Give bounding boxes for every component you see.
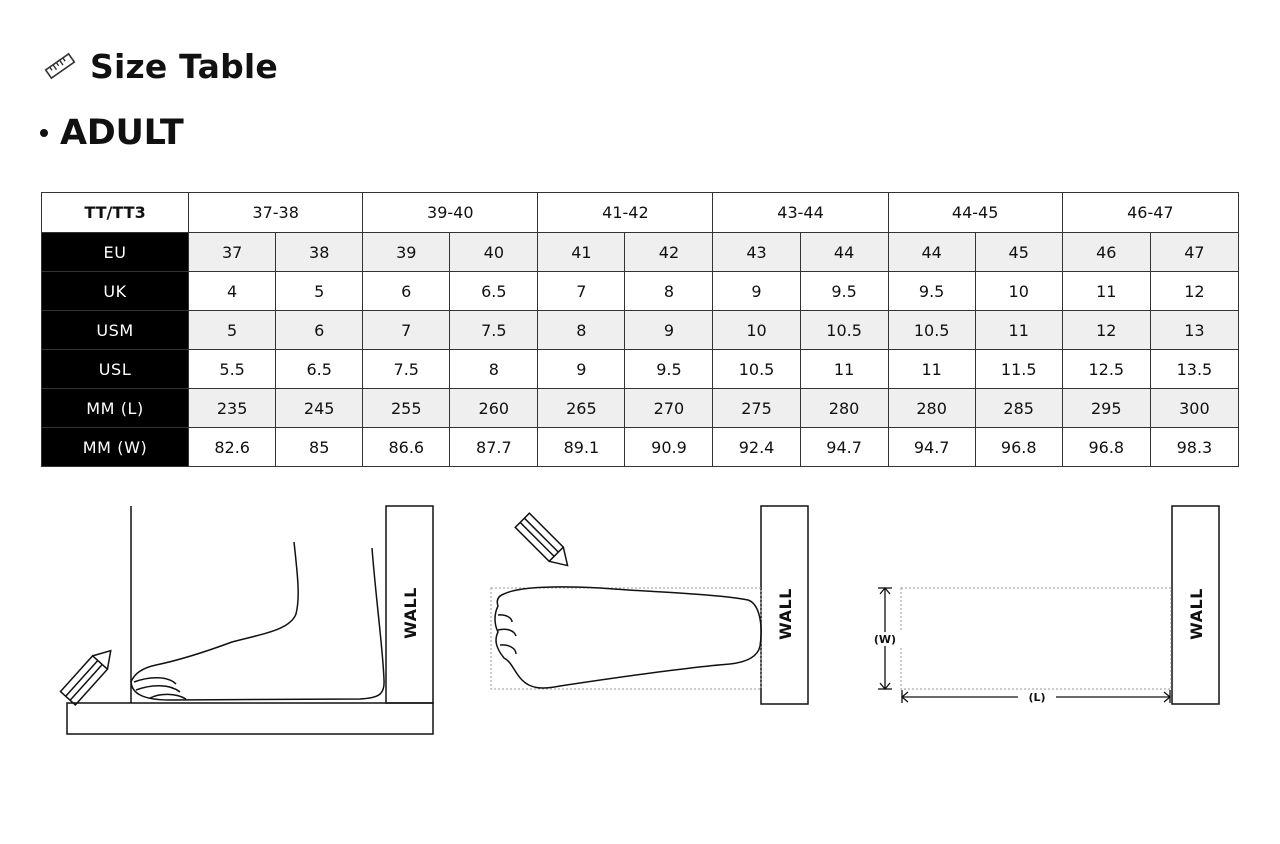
- size-group-header: 44-45: [888, 193, 1062, 233]
- pencil-icon: [60, 644, 118, 705]
- table-cell: 265: [538, 389, 625, 428]
- table-cell: 12.5: [1062, 350, 1150, 389]
- table-cell: 11.5: [975, 350, 1062, 389]
- table-cell: 13.5: [1150, 350, 1238, 389]
- pencil-icon: [515, 513, 574, 572]
- table-cell: 96.8: [975, 428, 1062, 467]
- table-cell: 37: [189, 233, 276, 272]
- floor-board: [67, 703, 433, 734]
- side-view-diagram: [60, 506, 433, 734]
- table-cell: 6: [363, 272, 450, 311]
- table-cell: 94.7: [800, 428, 888, 467]
- table-cell: 90.9: [625, 428, 713, 467]
- bullet-dot: [40, 129, 48, 137]
- table-cell: 45: [975, 233, 1062, 272]
- table-cell: 86.6: [363, 428, 450, 467]
- page-title-row: [44, 44, 278, 88]
- size-group-header: 37-38: [189, 193, 363, 233]
- row-label: MM (L): [42, 389, 189, 428]
- table-cell: 8: [450, 350, 538, 389]
- row-label: UK: [42, 272, 189, 311]
- foot-top-outline: [495, 587, 761, 688]
- table-cell: 13: [1150, 311, 1238, 350]
- table-cell: 10.5: [800, 311, 888, 350]
- table-cell: 10.5: [713, 350, 800, 389]
- length-label: (L): [1028, 691, 1046, 704]
- table-cell: 6.5: [450, 272, 538, 311]
- table-cell: 9.5: [625, 350, 713, 389]
- row-label: EU: [42, 233, 189, 272]
- measurement-diagrams: [0, 490, 1280, 760]
- table-corner-cell: TT/TT3: [42, 193, 189, 233]
- table-cell: 300: [1150, 389, 1238, 428]
- table-cell: 4: [189, 272, 276, 311]
- table-cell: 11: [1062, 272, 1150, 311]
- page-title: Size Table: [90, 46, 278, 86]
- size-group-header: 41-42: [538, 193, 713, 233]
- row-label: USM: [42, 311, 189, 350]
- foot-side-outline: [131, 542, 384, 700]
- table-cell: 255: [363, 389, 450, 428]
- table-row: [42, 389, 1239, 428]
- table-cell: 295: [1062, 389, 1150, 428]
- table-cell: 8: [538, 311, 625, 350]
- table-cell: 44: [800, 233, 888, 272]
- table-cell: 10.5: [888, 311, 975, 350]
- table-row: [42, 272, 1239, 311]
- table-cell: 10: [713, 311, 800, 350]
- table-row: [42, 311, 1239, 350]
- table-cell: 89.1: [538, 428, 625, 467]
- table-cell: 39: [363, 233, 450, 272]
- table-cell: 87.7: [450, 428, 538, 467]
- table-cell: 43: [713, 233, 800, 272]
- table-cell: 8: [625, 272, 713, 311]
- table-row: [42, 428, 1239, 467]
- table-cell: 94.7: [888, 428, 975, 467]
- table-cell: 260: [450, 389, 538, 428]
- table-cell: 275: [713, 389, 800, 428]
- size-group-header: 39-40: [363, 193, 538, 233]
- row-label: MM (W): [42, 428, 189, 467]
- size-group-header: 46-47: [1062, 193, 1238, 233]
- table-cell: 98.3: [1150, 428, 1238, 467]
- table-row: [42, 350, 1239, 389]
- ruler-icon: [44, 50, 76, 82]
- table-cell: 42: [625, 233, 713, 272]
- width-label: (W): [873, 633, 897, 646]
- table-cell: 5.5: [189, 350, 276, 389]
- table-row: [42, 233, 1239, 272]
- table-cell: 5: [189, 311, 276, 350]
- table-cell: 10: [975, 272, 1062, 311]
- table-cell: 82.6: [189, 428, 276, 467]
- table-cell: 7: [363, 311, 450, 350]
- table-cell: 12: [1062, 311, 1150, 350]
- table-cell: 11: [888, 350, 975, 389]
- top-view-diagram: [491, 506, 808, 704]
- table-cell: 9.5: [888, 272, 975, 311]
- table-cell: 38: [276, 233, 363, 272]
- size-group-header: 43-44: [713, 193, 888, 233]
- wall-label-2: WALL: [776, 588, 795, 640]
- table-cell: 7: [538, 272, 625, 311]
- dotted-bounding-box: [491, 588, 761, 689]
- wall-label-3: WALL: [1187, 588, 1206, 640]
- table-cell: 11: [975, 311, 1062, 350]
- table-cell: 6: [276, 311, 363, 350]
- row-label: USL: [42, 350, 189, 389]
- table-cell: 85: [276, 428, 363, 467]
- table-cell: 280: [800, 389, 888, 428]
- table-cell: 40: [450, 233, 538, 272]
- table-cell: 245: [276, 389, 363, 428]
- table-cell: 285: [975, 389, 1062, 428]
- table-cell: 9: [713, 272, 800, 311]
- table-cell: 12: [1150, 272, 1238, 311]
- table-cell: 41: [538, 233, 625, 272]
- table-cell: 270: [625, 389, 713, 428]
- table-cell: 7.5: [450, 311, 538, 350]
- table-header-row: [42, 193, 1239, 233]
- size-table: [41, 192, 1239, 467]
- table-cell: 280: [888, 389, 975, 428]
- section-heading: [40, 113, 183, 153]
- table-cell: 46: [1062, 233, 1150, 272]
- table-cell: 47: [1150, 233, 1238, 272]
- table-cell: 9.5: [800, 272, 888, 311]
- table-cell: 235: [189, 389, 276, 428]
- table-cell: 11: [800, 350, 888, 389]
- table-cell: 96.8: [1062, 428, 1150, 467]
- wall-label-1: WALL: [401, 587, 420, 639]
- table-cell: 9: [625, 311, 713, 350]
- table-cell: 5: [276, 272, 363, 311]
- dotted-bounding-box: [901, 588, 1171, 689]
- table-cell: 9: [538, 350, 625, 389]
- dimensions-diagram: [868, 506, 1219, 704]
- table-cell: 44: [888, 233, 975, 272]
- table-cell: 7.5: [363, 350, 450, 389]
- table-cell: 92.4: [713, 428, 800, 467]
- section-title: ADULT: [60, 113, 184, 153]
- table-cell: 6.5: [276, 350, 363, 389]
